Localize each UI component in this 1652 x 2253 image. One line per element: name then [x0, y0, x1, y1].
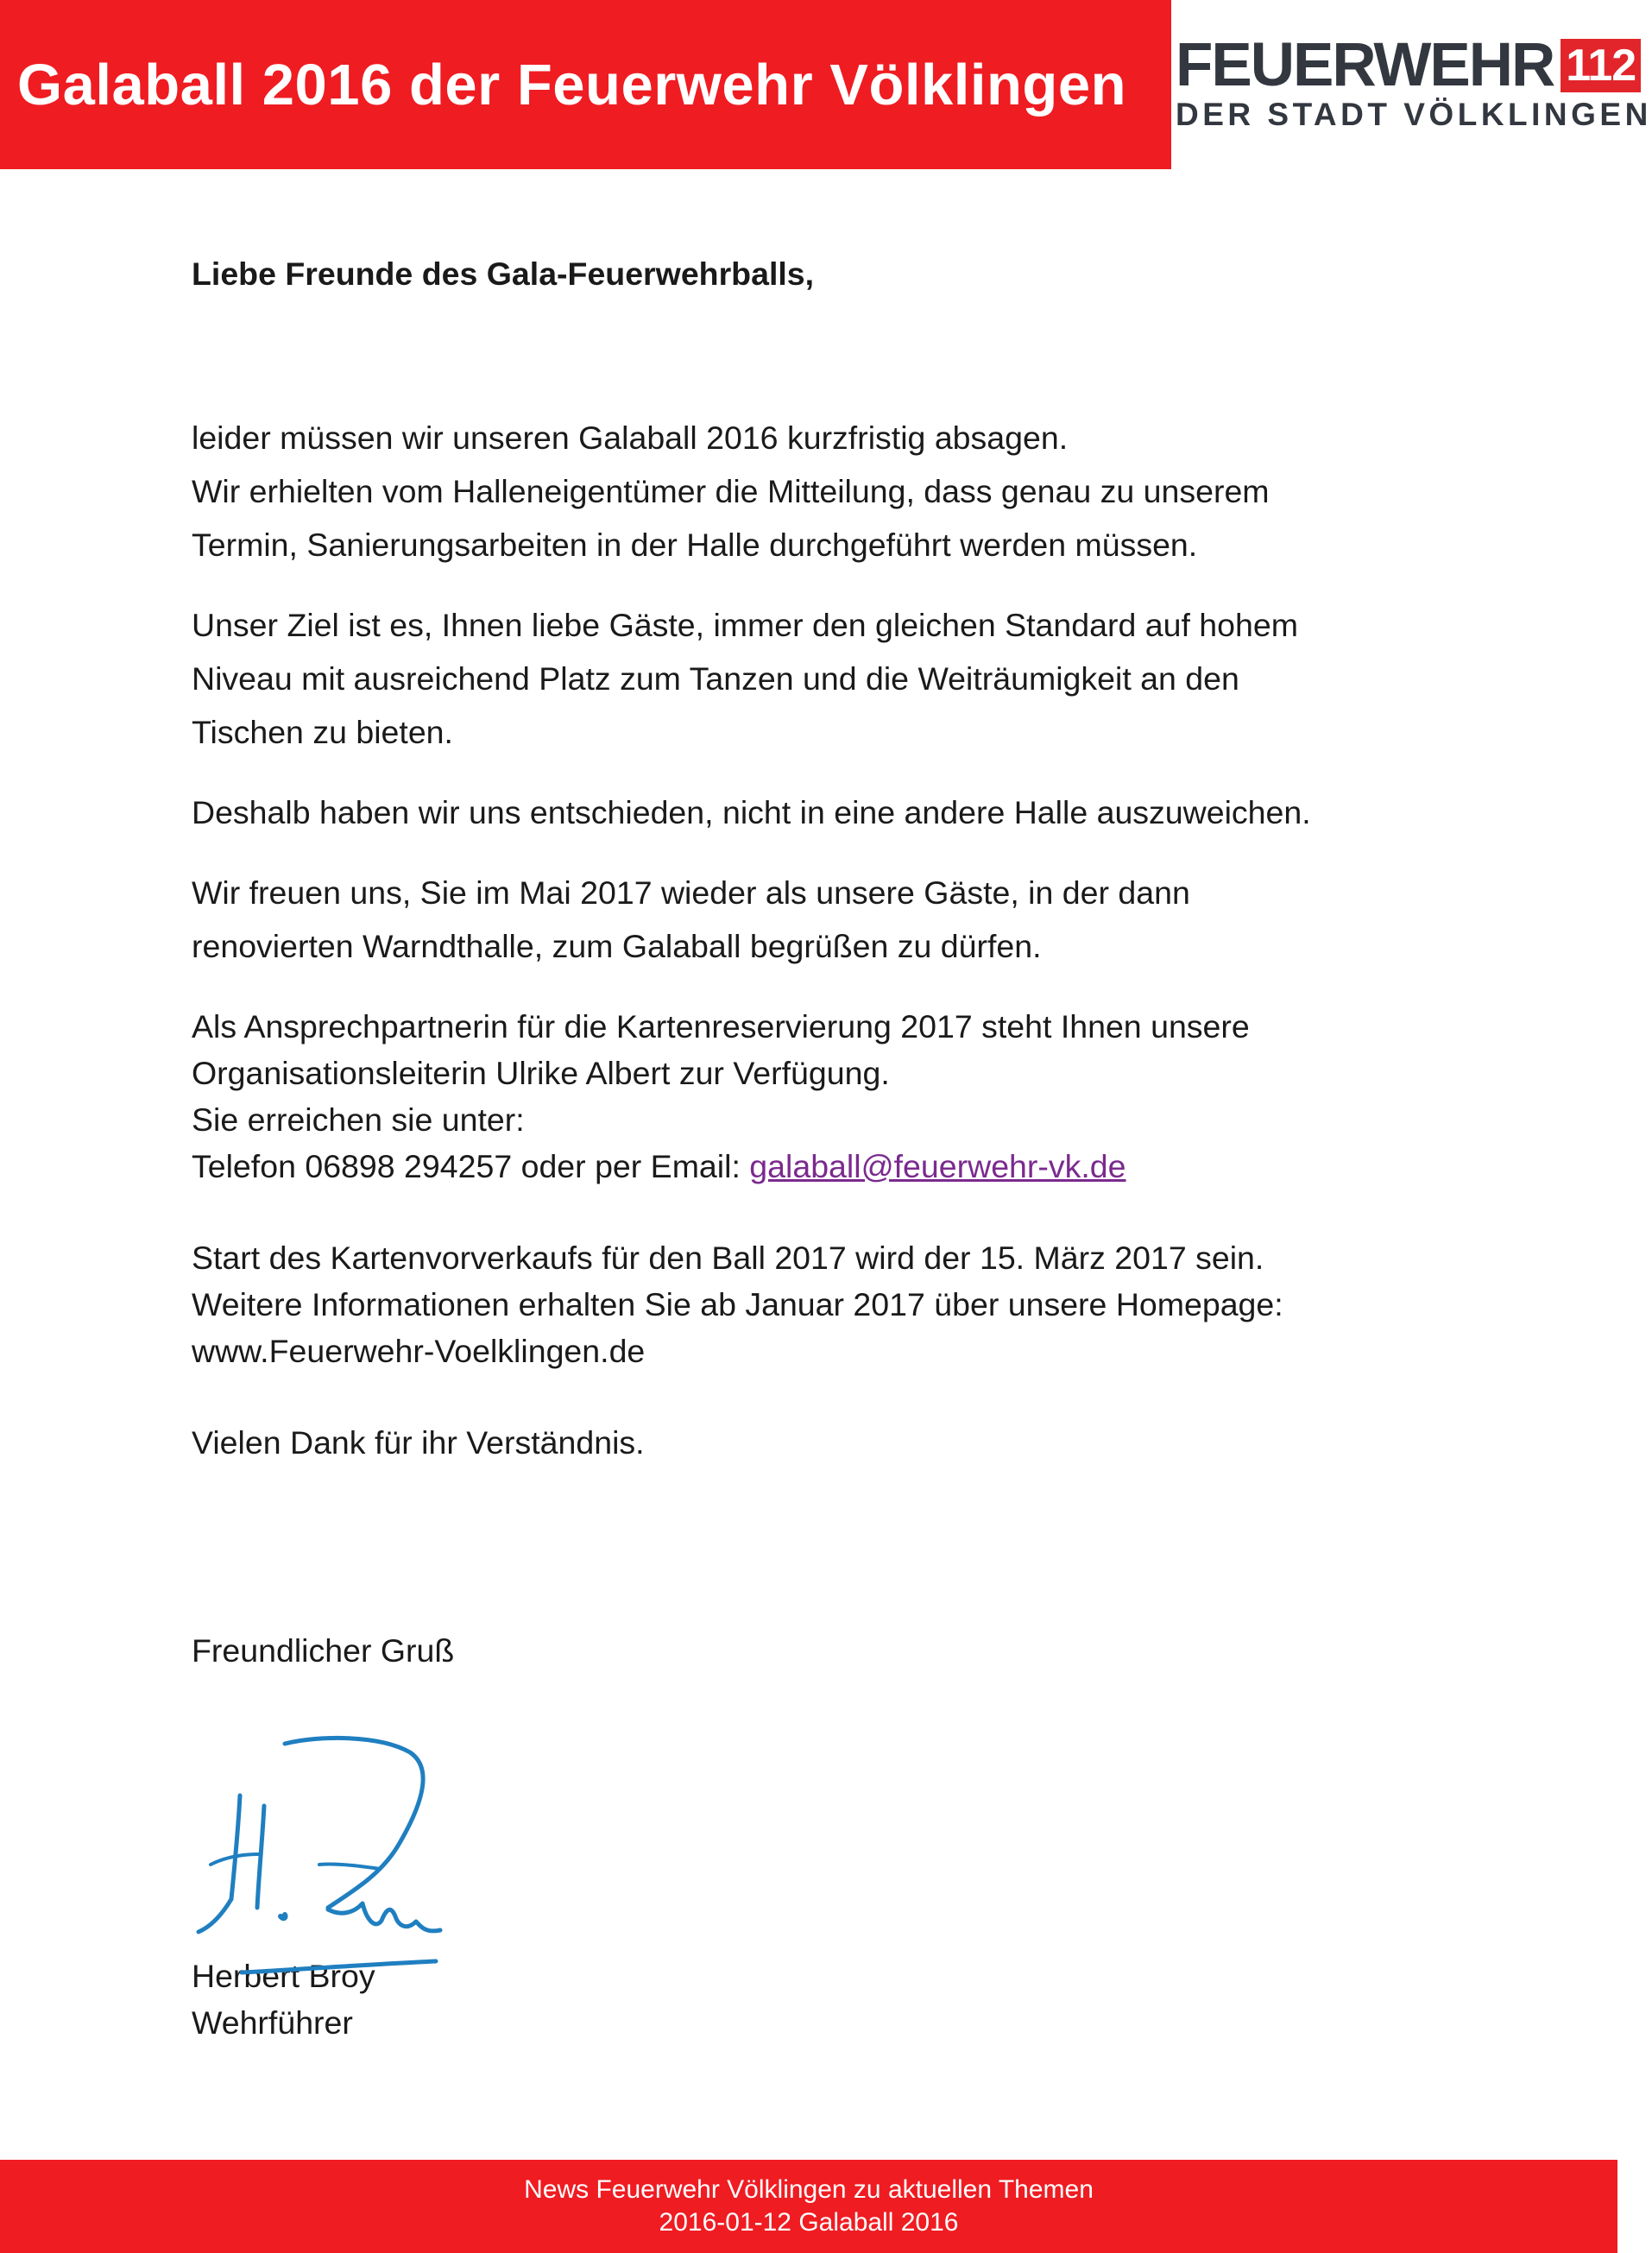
header-banner: [0, 0, 1171, 169]
logo-subtitle: DER STADT VÖLKLINGEN: [1176, 97, 1652, 132]
handwritten-signature: [190, 1726, 466, 1977]
paragraph-6-line: Organisationsleiterin Ulrike Albert zur Verfügung.: [192, 1055, 890, 1091]
paragraph-1: leider müssen wir unseren Galaball 2016 kurzfristig absagen.: [192, 420, 1069, 456]
phone-text: Telefon 06898 294257 oder per Email:: [192, 1148, 750, 1184]
paragraph-5-line: Wir freuen uns, Sie im Mai 2017 wieder als unsere Gäste, in der dann: [192, 874, 1190, 911]
paragraph-7-line: Start des Kartenvorverkaufs für den Ball 2017 wird der 15. März 2017 sein.: [192, 1240, 1264, 1276]
footer: [0, 2160, 1617, 2253]
closing: Freundlicher Gruß: [192, 1632, 455, 1669]
feuerwehr-logo: [1176, 31, 1652, 147]
logo-112-badge: 112: [1561, 39, 1641, 92]
paragraph-2: [192, 464, 1443, 571]
paragraph-6-line: Als Ansprechpartnerin für die Kartenreservierung 2017 steht Ihnen unsere: [192, 1008, 1250, 1044]
signer-name: Herbert Broy: [192, 1958, 375, 1994]
footer-line-2: 2016-01-12 Galaball 2016: [659, 2208, 959, 2237]
paragraph-7-line: Weitere Informationen erhalten Sie ab Januar 2017 über unsere Homepage:: [192, 1286, 1283, 1322]
paragraph-2-line: Termin, Sanierungsarbeiten in der Halle durchgeführt werden müssen.: [192, 527, 1198, 563]
paragraph-3-line: Unser Ziel ist es, Ihnen liebe Gäste, immer den gleichen Standard auf hohem: [192, 607, 1298, 643]
paragraph-3-line: Tischen zu bieten.: [192, 714, 453, 750]
contact-line: [192, 1143, 1443, 1190]
greeting: Liebe Freunde des Gala-Feuerwehrballs,: [192, 256, 815, 292]
footer-line-1: News Feuerwehr Völklingen zu aktuellen Themen: [524, 2175, 1094, 2204]
paragraph-3: [192, 598, 1443, 759]
signer-title: Wehrführer: [192, 2004, 353, 2041]
paragraph-4: Deshalb haben wir uns entschieden, nicht in eine andere Halle auszuweichen.: [192, 794, 1311, 830]
paragraph-8: Vielen Dank für ihr Verständnis.: [192, 1424, 645, 1461]
paragraph-6-line: Sie erreichen sie unter:: [192, 1101, 525, 1138]
paragraph-6: [192, 1003, 1443, 1190]
email-link[interactable]: galaball@feuerwehr-vk.de: [749, 1148, 1126, 1184]
homepage-url: www.Feuerwehr-Voelklingen.de: [192, 1333, 646, 1369]
logo-word: FEUERWEHR: [1176, 31, 1554, 99]
paragraph-3-line: Niveau mit ausreichend Platz zum Tanzen und die Weiträumigkeit an den: [192, 660, 1239, 697]
paragraph-5: [192, 866, 1443, 973]
paragraph-2-line: Wir erhielten vom Halleneigentümer die Mitteilung, dass genau zu unserem: [192, 473, 1270, 509]
paragraph-7: [192, 1234, 1443, 1374]
page-title: Galaball 2016 der Feuerwehr Völklingen: [17, 52, 1127, 117]
paragraph-5-line: renovierten Warndthalle, zum Galaball begrüßen zu dürfen.: [192, 928, 1042, 964]
